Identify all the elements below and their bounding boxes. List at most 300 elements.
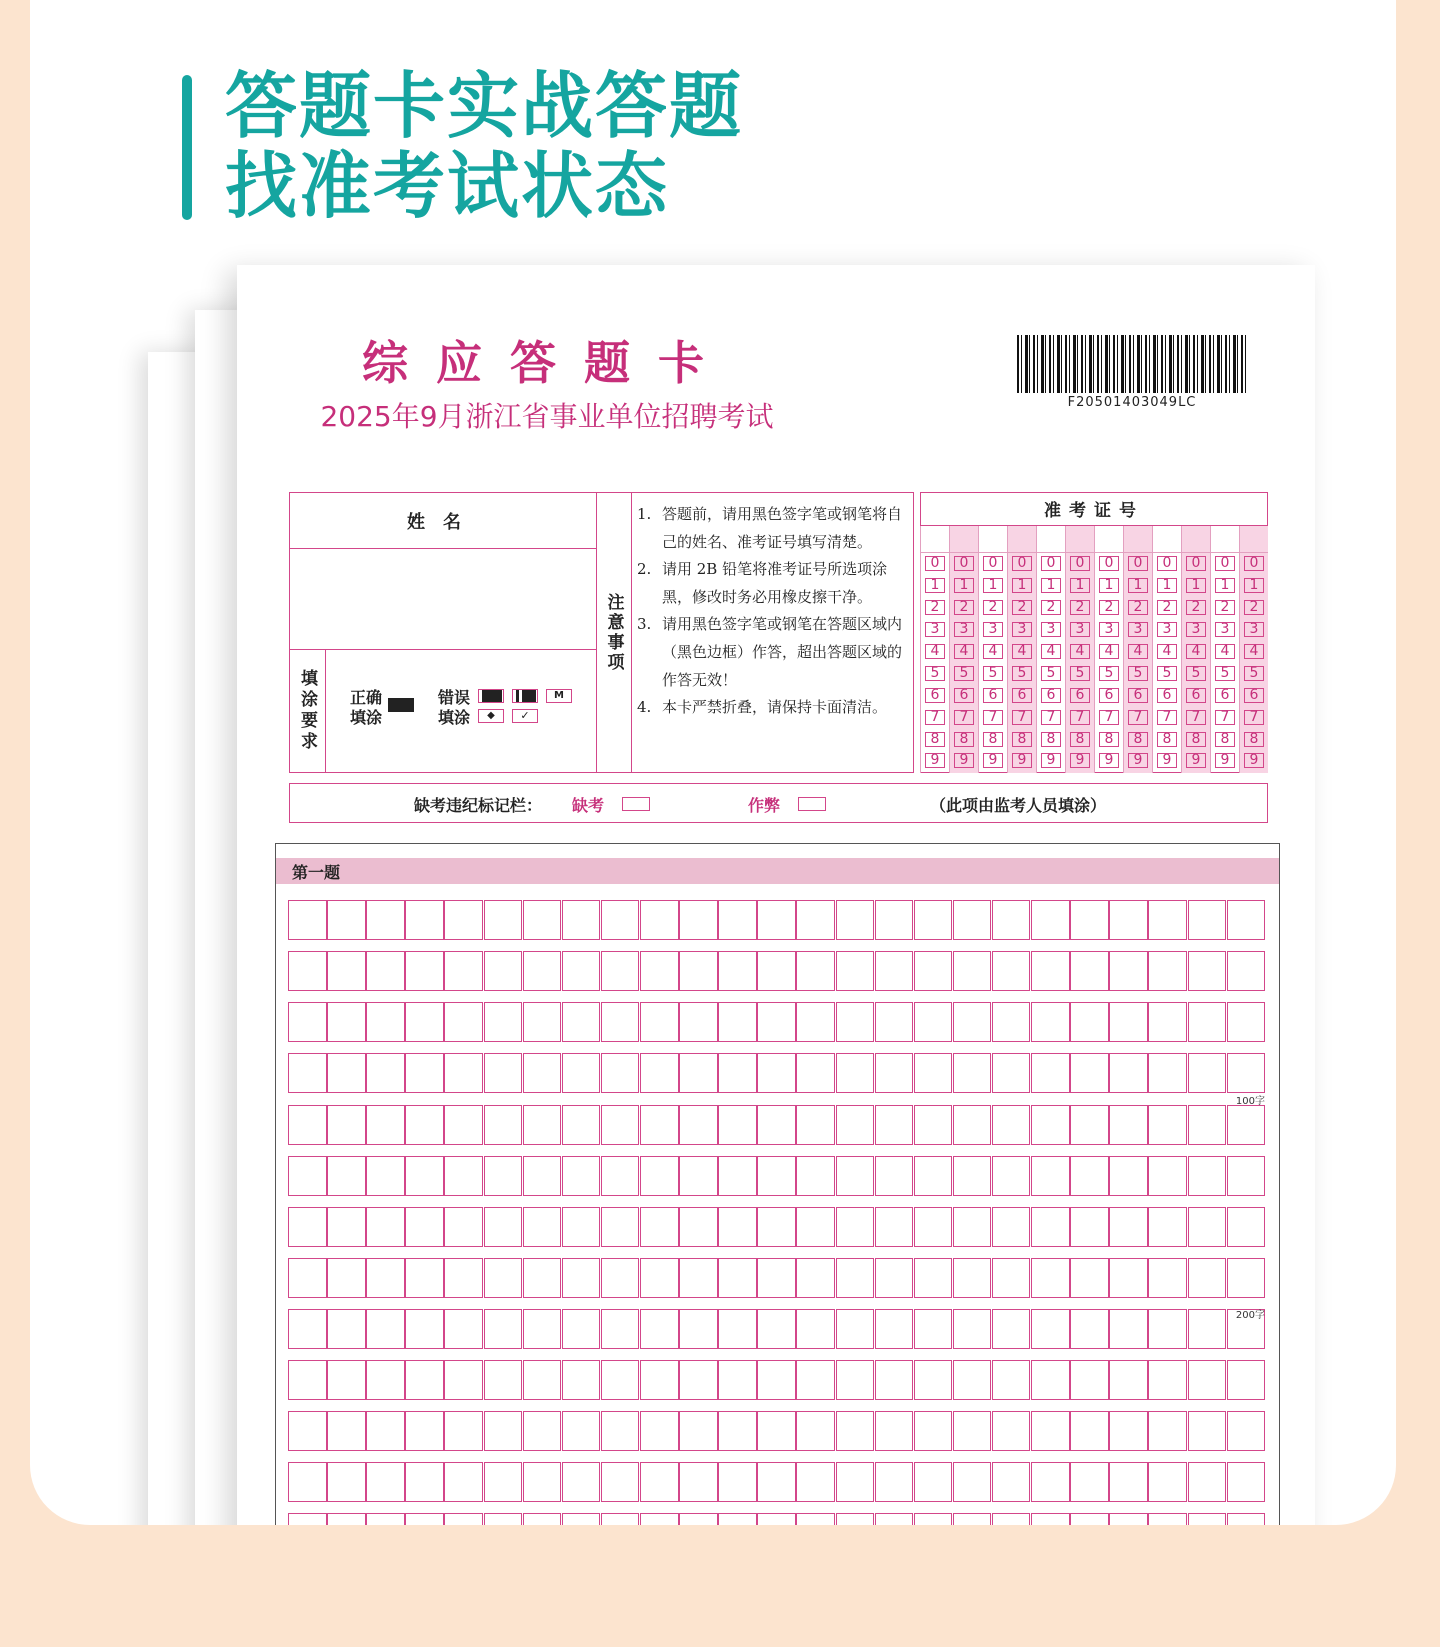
essay-grid-cell[interactable] <box>327 1156 366 1196</box>
essay-grid-cell[interactable] <box>875 1411 914 1451</box>
essay-grid-cell[interactable] <box>288 1258 327 1298</box>
essay-grid-cell[interactable] <box>914 1462 953 1502</box>
essay-grid-cell[interactable] <box>405 1207 444 1247</box>
essay-grid-cell[interactable] <box>1070 1309 1109 1349</box>
essay-grid-cell[interactable] <box>562 1513 601 1525</box>
essay-grid-cell[interactable] <box>484 1513 523 1525</box>
essay-grid-cell[interactable] <box>484 1360 523 1400</box>
essay-grid-cell[interactable] <box>679 1258 718 1298</box>
essay-grid-cell[interactable] <box>1148 1207 1187 1247</box>
essay-grid-cell[interactable] <box>679 1053 718 1093</box>
essay-grid-cell[interactable] <box>1188 1105 1227 1145</box>
exam-id-bubble[interactable]: 7 <box>1211 706 1239 728</box>
essay-grid-cell[interactable] <box>1148 1002 1187 1042</box>
exam-id-bubble[interactable]: 2 <box>1066 597 1094 619</box>
essay-grid-cell[interactable] <box>796 1360 835 1400</box>
essay-grid-cell[interactable] <box>1148 1360 1187 1400</box>
essay-grid-cell[interactable] <box>601 1258 640 1298</box>
essay-grid-cell[interactable] <box>914 1309 953 1349</box>
essay-grid-cell[interactable] <box>327 1105 366 1145</box>
essay-grid-cell[interactable] <box>562 1258 601 1298</box>
essay-grid-row[interactable] <box>288 1156 1266 1196</box>
essay-grid-cell[interactable] <box>405 1411 444 1451</box>
essay-grid-cell[interactable] <box>484 1053 523 1093</box>
essay-grid-cell[interactable] <box>718 1309 757 1349</box>
essay-grid-cell[interactable] <box>366 1258 405 1298</box>
essay-grid-cell[interactable] <box>875 1207 914 1247</box>
essay-grid-cell[interactable] <box>1227 1002 1266 1042</box>
essay-grid-cell[interactable] <box>1188 1411 1227 1451</box>
essay-grid-cell[interactable] <box>327 1462 366 1502</box>
essay-grid-cell[interactable] <box>914 1513 953 1525</box>
exam-id-column[interactable] <box>1210 526 1239 773</box>
essay-grid-cell[interactable] <box>1148 1156 1187 1196</box>
essay-grid-cell[interactable] <box>875 900 914 940</box>
essay-grid-cell[interactable] <box>523 1462 562 1502</box>
essay-grid-cell[interactable] <box>405 900 444 940</box>
exam-id-bubble[interactable]: 8 <box>1095 728 1123 750</box>
essay-grid-cell[interactable] <box>1031 1002 1070 1042</box>
exam-id-column[interactable] <box>1152 526 1181 773</box>
essay-grid-cell[interactable] <box>523 1105 562 1145</box>
exam-id-bubble[interactable]: 9 <box>1240 750 1268 772</box>
exam-id-bubble[interactable]: 6 <box>1124 684 1152 706</box>
essay-grid-cell[interactable] <box>288 900 327 940</box>
essay-grid-cell[interactable] <box>1227 1462 1266 1502</box>
essay-grid-cell[interactable] <box>366 1309 405 1349</box>
essay-grid-cell[interactable] <box>1070 900 1109 940</box>
essay-grid-cell[interactable] <box>718 1411 757 1451</box>
essay-grid-cell[interactable] <box>718 900 757 940</box>
essay-grid-cell[interactable] <box>444 1156 483 1196</box>
essay-grid-row[interactable] <box>288 1002 1266 1042</box>
essay-grid-cell[interactable] <box>992 1156 1031 1196</box>
essay-grid-cell[interactable] <box>327 1411 366 1451</box>
essay-grid-cell[interactable] <box>875 951 914 991</box>
essay-grid-cell[interactable] <box>914 1156 953 1196</box>
essay-grid-row[interactable] <box>288 1309 1266 1349</box>
essay-grid-cell[interactable] <box>1109 1156 1148 1196</box>
essay-grid-cell[interactable] <box>601 951 640 991</box>
essay-grid-cell[interactable] <box>405 1258 444 1298</box>
essay-grid-cell[interactable] <box>366 1207 405 1247</box>
exam-id-bubble[interactable]: 6 <box>1008 684 1036 706</box>
essay-grid-row[interactable] <box>288 1258 1266 1298</box>
essay-grid-cell[interactable] <box>836 1462 875 1502</box>
exam-id-bubble[interactable]: 9 <box>1066 750 1094 772</box>
exam-id-bubble[interactable]: 5 <box>1095 662 1123 684</box>
essay-grid-cell[interactable] <box>523 1156 562 1196</box>
essay-grid-cell[interactable] <box>562 1411 601 1451</box>
essay-grid-cell[interactable] <box>562 1360 601 1400</box>
essay-grid-cell[interactable] <box>796 1258 835 1298</box>
essay-grid-cell[interactable] <box>562 1002 601 1042</box>
exam-id-bubble[interactable]: 9 <box>1124 750 1152 772</box>
essay-grid-cell[interactable] <box>1109 951 1148 991</box>
essay-grid-cell[interactable] <box>1148 1105 1187 1145</box>
essay-grid-cell[interactable] <box>914 951 953 991</box>
essay-grid-cell[interactable] <box>914 900 953 940</box>
exam-id-bubble[interactable]: 0 <box>1095 553 1123 575</box>
essay-grid-cell[interactable] <box>523 900 562 940</box>
exam-id-bubble[interactable]: 5 <box>1008 662 1036 684</box>
exam-id-write-cell[interactable] <box>1124 526 1152 553</box>
essay-grid-cell[interactable] <box>1031 1105 1070 1145</box>
exam-id-bubble[interactable]: 4 <box>1240 641 1268 663</box>
essay-grid-cell[interactable] <box>796 900 835 940</box>
essay-grid-cell[interactable] <box>523 1258 562 1298</box>
exam-id-bubble[interactable]: 5 <box>1182 662 1210 684</box>
essay-grid-cell[interactable] <box>444 1513 483 1525</box>
essay-grid-cell[interactable] <box>562 1309 601 1349</box>
essay-grid-cell[interactable] <box>288 1360 327 1400</box>
exam-id-bubble[interactable]: 5 <box>979 662 1007 684</box>
essay-grid-cell[interactable] <box>757 900 796 940</box>
exam-id-bubble[interactable]: 4 <box>979 641 1007 663</box>
essay-grid-cell[interactable] <box>1109 1309 1148 1349</box>
essay-grid-cell[interactable] <box>1148 1258 1187 1298</box>
essay-grid-cell[interactable] <box>562 1462 601 1502</box>
exam-id-bubble[interactable]: 5 <box>1211 662 1239 684</box>
exam-id-bubble[interactable]: 3 <box>1066 619 1094 641</box>
exam-id-bubble[interactable]: 0 <box>979 553 1007 575</box>
exam-id-bubble[interactable]: 3 <box>1095 619 1123 641</box>
exam-id-column[interactable] <box>1007 526 1036 773</box>
essay-grid-cell[interactable] <box>992 1360 1031 1400</box>
essay-grid-cell[interactable] <box>640 1207 679 1247</box>
essay-grid-cell[interactable] <box>523 1360 562 1400</box>
essay-grid-cell[interactable] <box>1031 1411 1070 1451</box>
essay-grid-cell[interactable] <box>1109 1258 1148 1298</box>
essay-grid-cell[interactable] <box>718 1002 757 1042</box>
essay-grid-cell[interactable] <box>1031 900 1070 940</box>
essay-grid-cell[interactable] <box>1070 1156 1109 1196</box>
essay-grid-cell[interactable] <box>953 1258 992 1298</box>
essay-grid-cell[interactable] <box>757 1002 796 1042</box>
essay-grid-cell[interactable] <box>366 900 405 940</box>
essay-grid-row[interactable] <box>288 1462 1266 1502</box>
exam-id-write-cell[interactable] <box>1240 526 1268 553</box>
exam-id-bubble[interactable]: 5 <box>1037 662 1065 684</box>
exam-id-column[interactable] <box>1181 526 1210 773</box>
essay-grid-cell[interactable] <box>914 1411 953 1451</box>
essay-grid-cell[interactable] <box>1109 1207 1148 1247</box>
essay-grid-cell[interactable] <box>601 1053 640 1093</box>
essay-grid-cell[interactable] <box>953 1002 992 1042</box>
exam-id-write-cell[interactable] <box>979 526 1007 553</box>
essay-grid-cell[interactable] <box>836 1309 875 1349</box>
essay-grid-cell[interactable] <box>1109 1360 1148 1400</box>
exam-id-write-cell[interactable] <box>1095 526 1123 553</box>
essay-grid-cell[interactable] <box>288 1309 327 1349</box>
exam-id-bubble[interactable]: 0 <box>1037 553 1065 575</box>
essay-grid-cell[interactable] <box>327 1258 366 1298</box>
essay-grid-cell[interactable] <box>640 900 679 940</box>
essay-grid-cell[interactable] <box>366 951 405 991</box>
essay-grid-row[interactable] <box>288 1360 1266 1400</box>
exam-id-bubble[interactable]: 9 <box>979 750 1007 772</box>
essay-grid-cell[interactable] <box>1188 1002 1227 1042</box>
essay-grid-cell[interactable] <box>327 1002 366 1042</box>
exam-id-bubble[interactable]: 2 <box>1008 597 1036 619</box>
essay-grid-cell[interactable] <box>640 1360 679 1400</box>
essay-grid-cell[interactable] <box>562 1156 601 1196</box>
essay-grid-cell[interactable] <box>1227 1105 1266 1145</box>
cheat-mark[interactable]: 作弊 <box>748 784 826 824</box>
essay-grid-row[interactable] <box>288 900 1266 940</box>
essay-grid-cell[interactable] <box>1148 1462 1187 1502</box>
essay-grid-cell[interactable] <box>405 1156 444 1196</box>
exam-id-column[interactable] <box>1065 526 1094 773</box>
exam-id-bubble[interactable]: 5 <box>1240 662 1268 684</box>
essay-grid-cell[interactable] <box>288 1462 327 1502</box>
exam-id-bubble[interactable]: 1 <box>1008 575 1036 597</box>
essay-grid-cell[interactable] <box>405 951 444 991</box>
exam-id-bubble[interactable]: 1 <box>1095 575 1123 597</box>
essay-grid-cell[interactable] <box>601 1411 640 1451</box>
exam-id-bubble[interactable]: 2 <box>1240 597 1268 619</box>
essay-grid-cell[interactable] <box>796 1513 835 1525</box>
essay-grid-row[interactable] <box>288 951 1266 991</box>
essay-grid-cell[interactable] <box>1148 1513 1187 1525</box>
essay-grid-cell[interactable] <box>484 1002 523 1042</box>
essay-grid-cell[interactable] <box>1031 1156 1070 1196</box>
essay-grid-cell[interactable] <box>1031 1258 1070 1298</box>
essay-grid-cell[interactable] <box>1109 1462 1148 1502</box>
exam-id-write-cell[interactable] <box>1037 526 1065 553</box>
exam-id-write-cell[interactable] <box>1211 526 1239 553</box>
essay-grid-cell[interactable] <box>640 1513 679 1525</box>
exam-id-bubble[interactable]: 8 <box>950 728 978 750</box>
essay-grid-cell[interactable] <box>484 1462 523 1502</box>
essay-grid-cell[interactable] <box>679 1513 718 1525</box>
essay-grid-cell[interactable] <box>953 1309 992 1349</box>
essay-grid-cell[interactable] <box>836 951 875 991</box>
essay-grid-cell[interactable] <box>836 1053 875 1093</box>
exam-id-bubble[interactable]: 7 <box>1095 706 1123 728</box>
exam-id-bubble[interactable]: 8 <box>1037 728 1065 750</box>
exam-id-bubble[interactable]: 5 <box>950 662 978 684</box>
exam-id-bubble[interactable]: 1 <box>950 575 978 597</box>
essay-grid-cell[interactable] <box>1227 1513 1266 1525</box>
essay-grid-cell[interactable] <box>679 951 718 991</box>
essay-grid-cell[interactable] <box>757 1513 796 1525</box>
exam-id-bubble[interactable]: 2 <box>1124 597 1152 619</box>
exam-id-bubble[interactable]: 4 <box>1182 641 1210 663</box>
essay-grid-cell[interactable] <box>366 1462 405 1502</box>
exam-id-bubble[interactable]: 7 <box>1124 706 1152 728</box>
exam-id-bubble[interactable]: 3 <box>1153 619 1181 641</box>
essay-grid-cell[interactable] <box>875 1360 914 1400</box>
name-field[interactable] <box>289 548 597 650</box>
essay-grid-cell[interactable] <box>836 1258 875 1298</box>
exam-id-bubble[interactable]: 8 <box>1182 728 1210 750</box>
essay-grid-cell[interactable] <box>796 1002 835 1042</box>
essay-grid-cell[interactable] <box>1188 951 1227 991</box>
essay-grid-row[interactable] <box>288 1105 1266 1145</box>
essay-grid-cell[interactable] <box>1070 1462 1109 1502</box>
essay-grid-cell[interactable] <box>836 1513 875 1525</box>
exam-id-bubble[interactable]: 1 <box>1182 575 1210 597</box>
essay-grid-cell[interactable] <box>1227 1053 1266 1093</box>
essay-grid-cell[interactable] <box>484 951 523 991</box>
essay-grid-cell[interactable] <box>1070 1053 1109 1093</box>
essay-grid-cell[interactable] <box>953 1411 992 1451</box>
exam-id-bubble[interactable]: 0 <box>1124 553 1152 575</box>
exam-id-bubble[interactable]: 0 <box>950 553 978 575</box>
essay-grid-cell[interactable] <box>484 1258 523 1298</box>
essay-grid-cell[interactable] <box>757 1053 796 1093</box>
essay-grid-cell[interactable] <box>1070 1513 1109 1525</box>
exam-id-bubble[interactable]: 4 <box>1153 641 1181 663</box>
essay-grid-cell[interactable] <box>327 1053 366 1093</box>
essay-grid-cell[interactable] <box>875 1156 914 1196</box>
essay-grid-cell[interactable] <box>444 951 483 991</box>
essay-grid-cell[interactable] <box>1227 1156 1266 1196</box>
essay-grid-cell[interactable] <box>1031 1513 1070 1525</box>
exam-id-bubble[interactable]: 7 <box>1153 706 1181 728</box>
cheat-checkbox[interactable] <box>798 797 826 811</box>
exam-id-bubble[interactable]: 3 <box>950 619 978 641</box>
essay-grid-cell[interactable] <box>992 900 1031 940</box>
essay-grid-cell[interactable] <box>796 1462 835 1502</box>
essay-grid-cell[interactable] <box>366 1411 405 1451</box>
essay-grid-cell[interactable] <box>992 951 1031 991</box>
essay-grid-cell[interactable] <box>288 1513 327 1525</box>
essay-grid-cell[interactable] <box>796 1309 835 1349</box>
essay-grid-cell[interactable] <box>875 1258 914 1298</box>
essay-grid-cell[interactable] <box>640 1411 679 1451</box>
essay-grid-cell[interactable] <box>757 951 796 991</box>
essay-grid-cell[interactable] <box>718 1513 757 1525</box>
exam-id-write-cell[interactable] <box>921 526 949 553</box>
exam-id-bubble[interactable]: 1 <box>1240 575 1268 597</box>
exam-id-bubble[interactable]: 3 <box>979 619 1007 641</box>
exam-id-bubble[interactable]: 2 <box>1182 597 1210 619</box>
exam-id-bubble[interactable]: 9 <box>1037 750 1065 772</box>
essay-grid-cell[interactable] <box>601 1462 640 1502</box>
essay-grid-cell[interactable] <box>562 951 601 991</box>
essay-grid-cell[interactable] <box>288 1105 327 1145</box>
exam-id-bubble[interactable]: 3 <box>1211 619 1239 641</box>
essay-grid-cell[interactable] <box>1148 1411 1187 1451</box>
essay-grid-cell[interactable] <box>679 1002 718 1042</box>
essay-grid-cell[interactable] <box>875 1002 914 1042</box>
essay-grid-cell[interactable] <box>562 1105 601 1145</box>
essay-grid-cell[interactable] <box>1148 1053 1187 1093</box>
essay-grid-cell[interactable] <box>992 1309 1031 1349</box>
essay-grid-row[interactable] <box>288 1513 1266 1525</box>
essay-grid-cell[interactable] <box>1148 951 1187 991</box>
essay-grid-cell[interactable] <box>288 1156 327 1196</box>
exam-id-bubble[interactable]: 4 <box>1066 641 1094 663</box>
essay-grid-cell[interactable] <box>366 1105 405 1145</box>
essay-grid-cell[interactable] <box>601 1105 640 1145</box>
exam-id-write-cell[interactable] <box>950 526 978 553</box>
essay-grid-cell[interactable] <box>953 1053 992 1093</box>
essay-grid-row[interactable] <box>288 1053 1266 1093</box>
exam-id-bubble[interactable]: 5 <box>1153 662 1181 684</box>
essay-grid-cell[interactable] <box>679 1462 718 1502</box>
exam-id-bubble[interactable]: 0 <box>1240 553 1268 575</box>
essay-grid-cell[interactable] <box>875 1462 914 1502</box>
essay-grid-cell[interactable] <box>366 1002 405 1042</box>
essay-grid-cell[interactable] <box>444 1002 483 1042</box>
exam-id-bubble[interactable]: 6 <box>1095 684 1123 706</box>
essay-grid-cell[interactable] <box>914 1207 953 1247</box>
essay-grid-cell[interactable] <box>444 1105 483 1145</box>
essay-grid-cell[interactable] <box>1070 1002 1109 1042</box>
essay-grid-cell[interactable] <box>288 1053 327 1093</box>
essay-grid-cell[interactable] <box>796 951 835 991</box>
exam-id-bubble[interactable]: 3 <box>1037 619 1065 641</box>
essay-grid-cell[interactable] <box>992 1513 1031 1525</box>
essay-grid-cell[interactable] <box>914 1105 953 1145</box>
essay-grid-cell[interactable] <box>601 1513 640 1525</box>
essay-grid-row[interactable] <box>288 1411 1266 1451</box>
exam-id-bubble[interactable]: 4 <box>1008 641 1036 663</box>
essay-grid-cell[interactable] <box>444 900 483 940</box>
essay-grid-cell[interactable] <box>405 1105 444 1145</box>
essay-grid-cell[interactable] <box>718 1462 757 1502</box>
exam-id-column[interactable] <box>1036 526 1065 773</box>
essay-grid-cell[interactable] <box>327 951 366 991</box>
essay-grid-cell[interactable] <box>1188 1156 1227 1196</box>
essay-grid-cell[interactable] <box>757 1156 796 1196</box>
essay-grid-cell[interactable] <box>405 1309 444 1349</box>
essay-grid-cell[interactable] <box>718 1258 757 1298</box>
essay-grid-cell[interactable] <box>679 1309 718 1349</box>
essay-grid-cell[interactable] <box>757 1207 796 1247</box>
essay-grid-cell[interactable] <box>718 951 757 991</box>
exam-id-bubble[interactable]: 8 <box>1211 728 1239 750</box>
essay-grid-cell[interactable] <box>1227 1360 1266 1400</box>
essay-grid-cell[interactable] <box>757 1258 796 1298</box>
exam-id-bubble[interactable]: 3 <box>1182 619 1210 641</box>
essay-grid-cell[interactable] <box>523 1309 562 1349</box>
exam-id-bubble[interactable]: 0 <box>1008 553 1036 575</box>
essay-grid-cell[interactable] <box>523 1053 562 1093</box>
absent-checkbox[interactable] <box>622 797 650 811</box>
essay-grid-cell[interactable] <box>484 1309 523 1349</box>
essay-grid-cell[interactable] <box>640 1156 679 1196</box>
essay-grid-cell[interactable] <box>366 1360 405 1400</box>
exam-id-bubble[interactable]: 7 <box>950 706 978 728</box>
essay-grid-cell[interactable] <box>1188 1360 1227 1400</box>
essay-grid-cell[interactable] <box>1109 1053 1148 1093</box>
exam-id-column[interactable] <box>920 526 949 773</box>
essay-grid-cell[interactable] <box>1188 900 1227 940</box>
essay-grid-row[interactable] <box>288 1207 1266 1247</box>
essay-grid-cell[interactable] <box>484 900 523 940</box>
essay-grid-cell[interactable] <box>718 1053 757 1093</box>
essay-grid-cell[interactable] <box>484 1156 523 1196</box>
exam-id-bubble[interactable]: 6 <box>1066 684 1094 706</box>
essay-grid-cell[interactable] <box>366 1513 405 1525</box>
essay-grid-cell[interactable] <box>405 1513 444 1525</box>
essay-grid-cell[interactable] <box>992 1053 1031 1093</box>
essay-grid-cell[interactable] <box>757 1309 796 1349</box>
essay-grid-cell[interactable] <box>1109 1002 1148 1042</box>
essay-grid-cell[interactable] <box>484 1105 523 1145</box>
essay-grid-cell[interactable] <box>327 1207 366 1247</box>
essay-grid-cell[interactable] <box>288 1002 327 1042</box>
essay-grid-cell[interactable] <box>718 1360 757 1400</box>
essay-grid-cell[interactable] <box>288 1207 327 1247</box>
exam-id-bubble[interactable]: 1 <box>1037 575 1065 597</box>
essay-grid-cell[interactable] <box>444 1360 483 1400</box>
exam-id-bubble[interactable]: 2 <box>979 597 1007 619</box>
